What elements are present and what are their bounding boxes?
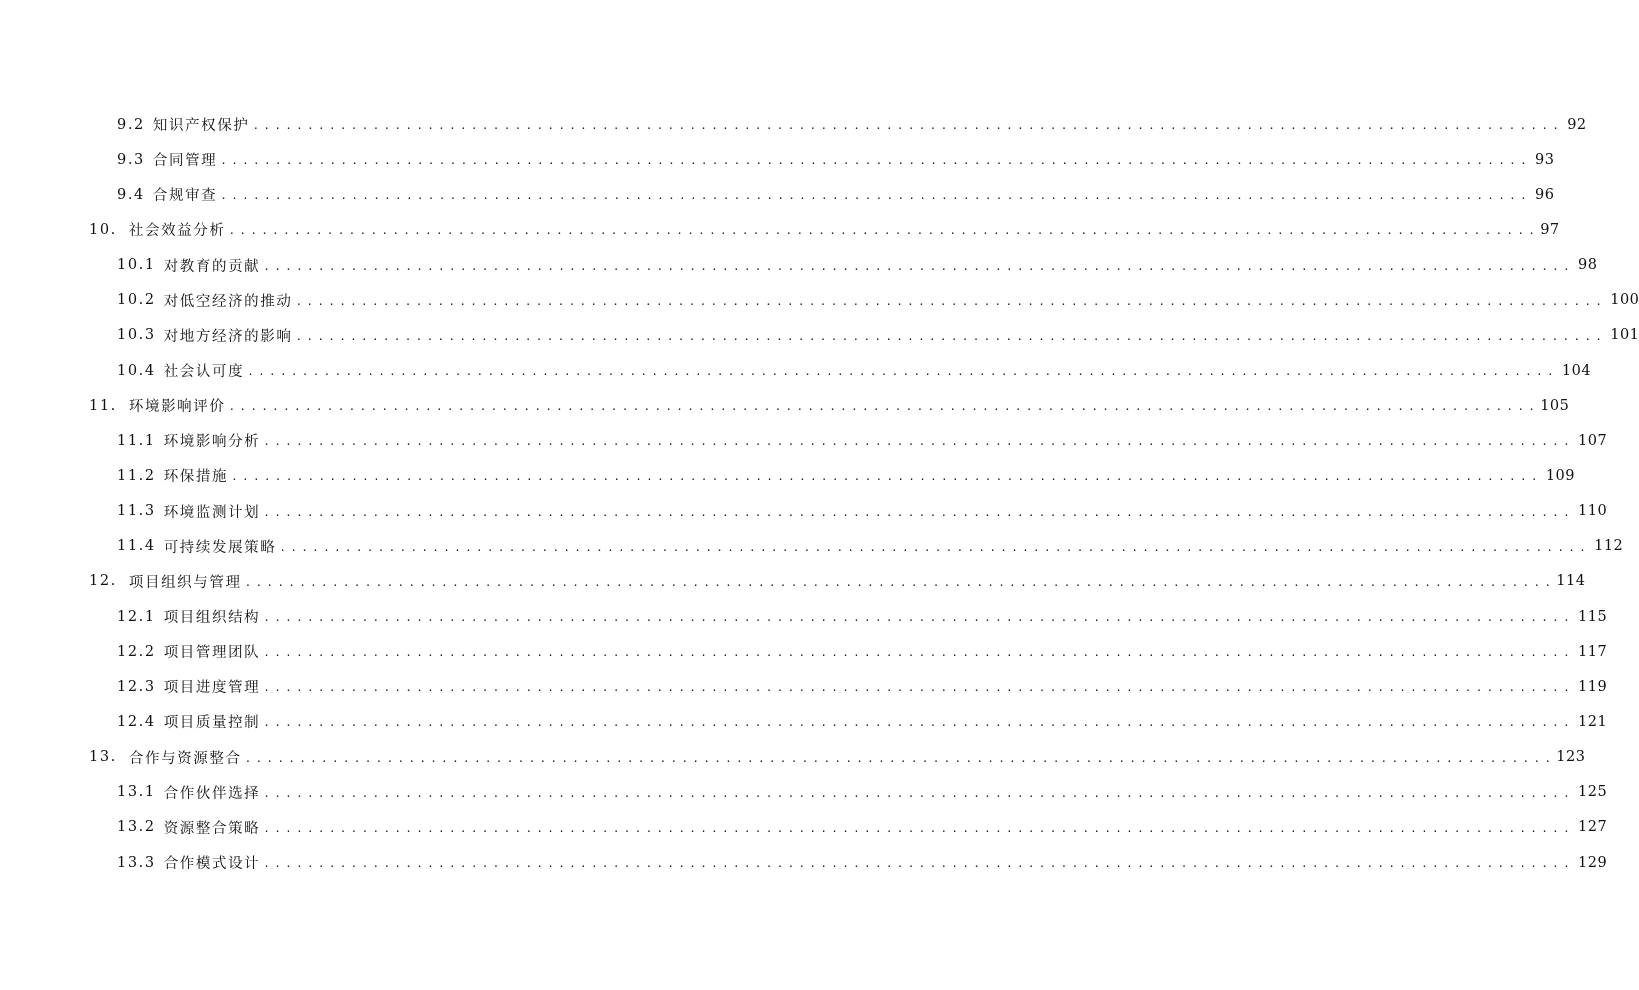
toc-entry-page: 117 — [1578, 643, 1608, 660]
toc-entry-title: 对地方经济的影响 — [163, 328, 293, 345]
toc-entry-title: 可持续发展策略 — [163, 539, 277, 556]
toc-entry-number: 13.1 — [117, 784, 156, 801]
toc-entry-title: 社会认可度 — [163, 364, 245, 381]
toc-entry-page: 93 — [1535, 151, 1555, 168]
dot-leader: ........................................................................................................................ — [295, 329, 1607, 343]
toc-entry-number: 12.4 — [117, 713, 156, 730]
toc-entry-title: 合作伙伴选择 — [163, 785, 261, 802]
dot-leader: ........................................................................................................................ — [228, 224, 1540, 238]
toc-entry-page: 101 — [1610, 327, 1639, 344]
toc-entry[interactable] — [0, 634, 1608, 669]
toc-entry-number: 13. — [89, 749, 117, 766]
toc-chapter-entry[interactable] — [0, 564, 1586, 599]
toc-entry-page: 96 — [1535, 186, 1555, 203]
dot-leader: ........................................................................................................................ — [244, 575, 1556, 589]
dot-leader: ........................................................................................................................ — [231, 470, 1542, 484]
toc-entry-number: 12.2 — [117, 643, 156, 660]
dot-leader: ........................................................................................................................ — [263, 786, 1575, 800]
toc-entry-page: 105 — [1540, 397, 1570, 414]
toc-entry-page: 129 — [1578, 854, 1608, 871]
toc-entry-page: 97 — [1540, 221, 1560, 238]
toc-entry-number: 13.3 — [117, 854, 156, 871]
dot-leader: ........................................................................................................................ — [263, 611, 1575, 625]
toc-entry-title: 项目组织结构 — [163, 610, 261, 627]
toc-entry-number: 13.2 — [117, 819, 156, 836]
toc-entry[interactable] — [0, 775, 1608, 810]
toc-entry-number: 11.4 — [117, 538, 156, 555]
toc-entry[interactable] — [0, 248, 1598, 283]
dot-leader: ........................................................................................................................ — [263, 259, 1575, 273]
dot-leader: ........................................................................................................................ — [279, 540, 1591, 554]
toc-entry-title: 对低空经济的推动 — [163, 293, 293, 310]
toc-entry-number: 12.3 — [117, 678, 156, 695]
toc-entry-title: 合作模式设计 — [163, 856, 261, 873]
toc-entry-page: 107 — [1578, 432, 1608, 449]
toc-entry-number: 10.3 — [117, 327, 156, 344]
toc-entry-page: 92 — [1567, 116, 1587, 133]
dot-leader: ........................................................................................................................ — [263, 646, 1575, 660]
dot-leader: ........................................................................................................................ — [244, 751, 1556, 765]
toc-entry-title: 项目管理团队 — [163, 645, 261, 662]
toc-entry-page: 121 — [1578, 713, 1608, 730]
toc-entry-title: 社会效益分析 — [128, 223, 226, 240]
toc-entry-title: 合作与资源整合 — [128, 750, 242, 767]
toc-entry[interactable] — [0, 494, 1608, 529]
toc-entry-title: 环境影响分析 — [163, 434, 261, 451]
dot-leader: ........................................................................................................................ — [228, 400, 1540, 414]
dot-leader: ........................................................................................................................ — [263, 821, 1575, 835]
toc-chapter-entry[interactable] — [0, 388, 1570, 423]
toc-entry-number: 11. — [89, 397, 117, 414]
toc-entry[interactable] — [0, 529, 1624, 564]
dot-leader: ........................................................................................................................ — [252, 119, 1564, 133]
toc-entry-title: 环保措施 — [163, 469, 229, 486]
toc-entry-page: 109 — [1545, 467, 1575, 484]
toc-entry-title: 资源整合策略 — [163, 820, 261, 837]
toc-entry-page: 110 — [1578, 503, 1608, 520]
toc-entry-title: 环境监测计划 — [163, 504, 261, 521]
dot-leader: ........................................................................................................................ — [247, 365, 1558, 379]
toc-entry-number: 9.4 — [117, 186, 145, 203]
toc-entry-number: 9.3 — [117, 151, 145, 168]
toc-entry-title: 合同管理 — [152, 153, 218, 170]
toc-entry-number: 10.4 — [117, 362, 156, 379]
toc-entry-number: 11.1 — [117, 432, 156, 449]
toc-entry[interactable] — [0, 283, 1639, 318]
toc-entry-title: 环境影响评价 — [128, 399, 226, 416]
toc-entry[interactable] — [0, 704, 1608, 739]
dot-leader: ........................................................................................................................ — [263, 505, 1575, 519]
dot-leader: ........................................................................................................................ — [263, 681, 1575, 695]
toc-entry-title: 合规审查 — [152, 188, 218, 205]
toc-entry-number: 10.1 — [117, 257, 156, 274]
toc-entry-number: 9.2 — [117, 116, 145, 133]
toc-entry-number: 10. — [89, 221, 117, 238]
toc-entry-page: 98 — [1578, 257, 1598, 274]
toc-entry-title: 对教育的贡献 — [163, 258, 261, 275]
dot-leader: ........................................................................................................................ — [220, 154, 1531, 168]
toc-chapter-entry[interactable] — [0, 212, 1560, 247]
toc-entry-page: 125 — [1578, 784, 1608, 801]
toc-entry-page: 112 — [1594, 538, 1624, 555]
toc-entry-number: 11.3 — [117, 503, 156, 520]
toc-entry[interactable] — [0, 142, 1555, 177]
toc-entry-page: 114 — [1556, 573, 1586, 590]
dot-leader: ........................................................................................................................ — [220, 189, 1531, 203]
toc-entry-page: 100 — [1610, 292, 1639, 309]
toc-entry-page: 115 — [1578, 608, 1608, 625]
toc-entry[interactable] — [0, 669, 1608, 704]
dot-leader: ........................................................................................................................ — [263, 857, 1575, 871]
dot-leader: ........................................................................................................................ — [295, 294, 1607, 308]
toc-chapter-entry[interactable] — [0, 740, 1586, 775]
toc-entry[interactable] — [0, 177, 1555, 212]
toc-entry-page: 123 — [1556, 749, 1586, 766]
toc-entry-page: 119 — [1578, 678, 1608, 695]
dot-leader: ........................................................................................................................ — [263, 716, 1575, 730]
toc-entry-title: 项目质量控制 — [163, 715, 261, 732]
toc-entry-page: 127 — [1578, 819, 1608, 836]
dot-leader: ........................................................................................................................ — [263, 435, 1575, 449]
toc-entry-title: 项目组织与管理 — [128, 574, 242, 591]
toc-entry[interactable] — [0, 458, 1575, 493]
toc-entry[interactable] — [0, 318, 1639, 353]
table-of-contents — [0, 107, 1639, 880]
toc-entry-page: 104 — [1561, 362, 1592, 379]
toc-entry-title: 知识产权保护 — [152, 118, 250, 135]
toc-entry-number: 11.2 — [117, 467, 156, 484]
toc-entry[interactable] — [0, 845, 1608, 880]
toc-entry[interactable] — [0, 810, 1608, 845]
toc-entry[interactable] — [0, 423, 1608, 458]
toc-entry-title: 项目进度管理 — [163, 680, 261, 697]
toc-entry-number: 10.2 — [117, 292, 156, 309]
toc-entry[interactable] — [0, 353, 1592, 388]
toc-entry-number: 12.1 — [117, 608, 156, 625]
toc-entry[interactable] — [0, 599, 1608, 634]
toc-entry[interactable] — [0, 107, 1587, 142]
toc-entry-number: 12. — [89, 573, 117, 590]
